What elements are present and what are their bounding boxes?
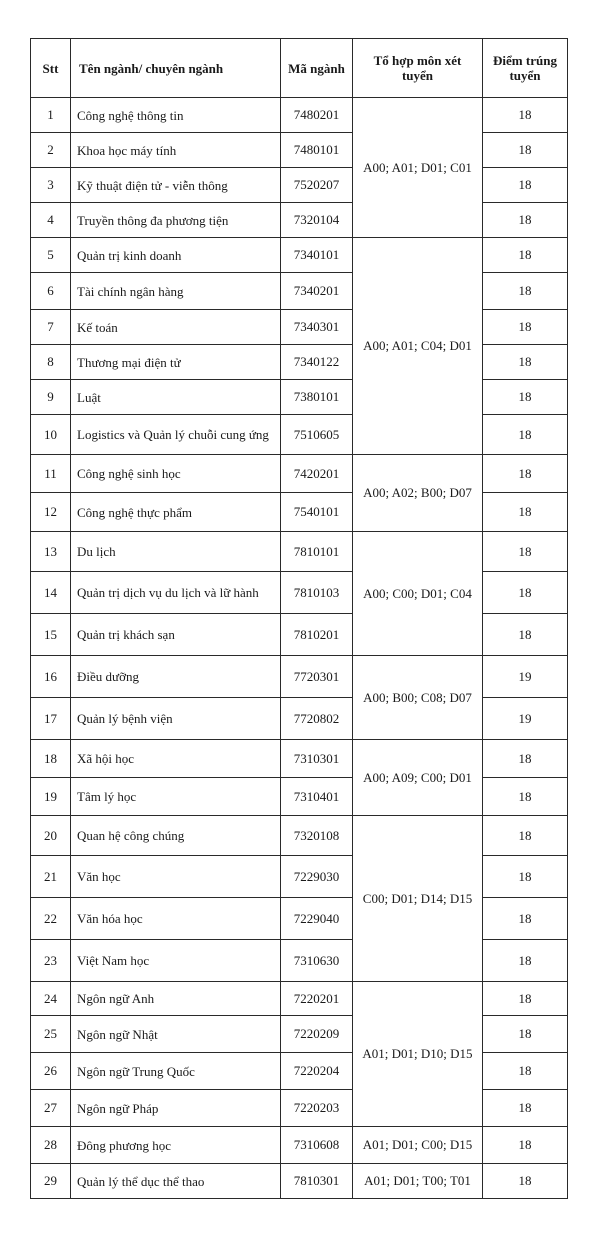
row-major-code: 7720802 (281, 698, 353, 740)
row-score: 18 (483, 572, 568, 614)
row-score: 18 (483, 816, 568, 856)
row-major-name: Khoa học máy tính (71, 133, 281, 168)
row-subject-combo: A01; D01; C00; D15 (353, 1127, 483, 1164)
table-row (31, 1016, 568, 1053)
row-stt: 6 (31, 273, 71, 310)
row-stt: 16 (31, 656, 71, 698)
row-score: 18 (483, 1090, 568, 1127)
header-score: Điểm trúng tuyển (483, 39, 568, 98)
table-row (31, 816, 568, 856)
row-major-name: Kế toán (71, 310, 281, 345)
row-score: 18 (483, 345, 568, 380)
row-stt: 14 (31, 572, 71, 614)
row-stt: 27 (31, 1090, 71, 1127)
row-subject-combo: A00; A09; C00; D01 (353, 740, 483, 816)
row-score: 18 (483, 133, 568, 168)
row-stt: 8 (31, 345, 71, 380)
row-stt: 17 (31, 698, 71, 740)
row-major-name: Xã hội học (71, 740, 281, 778)
row-major-code: 7480201 (281, 98, 353, 133)
table-row (31, 238, 568, 273)
row-subject-combo: A01; D01; T00; T01 (353, 1164, 483, 1199)
row-major-name: Việt Nam học (71, 940, 281, 982)
row-major-name: Ngôn ngữ Anh (71, 982, 281, 1016)
row-score: 19 (483, 656, 568, 698)
row-major-name: Công nghệ sinh học (71, 455, 281, 493)
row-stt: 3 (31, 168, 71, 203)
row-major-code: 7310401 (281, 778, 353, 816)
row-major-code: 7540101 (281, 493, 353, 532)
row-score: 19 (483, 698, 568, 740)
row-major-name: Công nghệ thông tin (71, 98, 281, 133)
table-row (31, 1053, 568, 1090)
row-stt: 19 (31, 778, 71, 816)
row-major-code: 7340301 (281, 310, 353, 345)
table-row (31, 940, 568, 982)
row-major-code: 7520207 (281, 168, 353, 203)
row-major-name: Thương mại điện tử (71, 345, 281, 380)
row-stt: 28 (31, 1127, 71, 1164)
row-stt: 5 (31, 238, 71, 273)
row-stt: 22 (31, 898, 71, 940)
row-major-code: 7229030 (281, 856, 353, 898)
row-major-name: Văn học (71, 856, 281, 898)
table-row (31, 168, 568, 203)
row-score: 18 (483, 856, 568, 898)
table-row (31, 656, 568, 698)
row-major-name: Logistics và Quản lý chuỗi cung ứng (71, 415, 281, 455)
row-score: 18 (483, 98, 568, 133)
row-stt: 13 (31, 532, 71, 572)
row-major-code: 7510605 (281, 415, 353, 455)
row-major-name: Quản trị khách sạn (71, 614, 281, 656)
row-score: 18 (483, 203, 568, 238)
table-row (31, 98, 568, 133)
table-row (31, 273, 568, 310)
table-row (31, 380, 568, 415)
row-stt: 7 (31, 310, 71, 345)
row-major-name: Ngôn ngữ Trung Quốc (71, 1053, 281, 1090)
row-major-code: 7220204 (281, 1053, 353, 1090)
row-score: 18 (483, 455, 568, 493)
row-major-code: 7220201 (281, 982, 353, 1016)
table-row (31, 572, 568, 614)
row-stt: 9 (31, 380, 71, 415)
row-major-name: Kỹ thuật điện tử - viễn thông (71, 168, 281, 203)
row-major-name: Quan hệ công chúng (71, 816, 281, 856)
table-row (31, 203, 568, 238)
row-major-code: 7420201 (281, 455, 353, 493)
row-subject-combo: A00; C00; D01; C04 (353, 532, 483, 656)
table-row (31, 1164, 568, 1199)
row-major-code: 7220209 (281, 1016, 353, 1053)
table-row (31, 982, 568, 1016)
row-major-name: Tài chính ngân hàng (71, 273, 281, 310)
row-major-code: 7480101 (281, 133, 353, 168)
table-row (31, 133, 568, 168)
row-major-code: 7310630 (281, 940, 353, 982)
row-score: 18 (483, 415, 568, 455)
header-stt: Stt (31, 39, 71, 98)
row-stt: 15 (31, 614, 71, 656)
row-score: 18 (483, 614, 568, 656)
table-row (31, 614, 568, 656)
header-code: Mã ngành (281, 39, 353, 98)
table-row (31, 778, 568, 816)
table-row (31, 532, 568, 572)
table-row (31, 1090, 568, 1127)
row-major-code: 7229040 (281, 898, 353, 940)
row-major-name: Quản lý bệnh viện (71, 698, 281, 740)
row-major-name: Điều dưỡng (71, 656, 281, 698)
row-major-name: Truyền thông đa phương tiện (71, 203, 281, 238)
row-major-code: 7320108 (281, 816, 353, 856)
table-row (31, 856, 568, 898)
row-major-name: Luật (71, 380, 281, 415)
row-major-code: 7720301 (281, 656, 353, 698)
table-row (31, 310, 568, 345)
row-stt: 2 (31, 133, 71, 168)
row-subject-combo: A00; B00; C08; D07 (353, 656, 483, 740)
table-row (31, 415, 568, 455)
row-stt: 23 (31, 940, 71, 982)
row-major-code: 7320104 (281, 203, 353, 238)
row-score: 18 (483, 168, 568, 203)
row-score: 18 (483, 1016, 568, 1053)
row-stt: 20 (31, 816, 71, 856)
row-major-name: Đông phương học (71, 1127, 281, 1164)
row-score: 18 (483, 238, 568, 273)
row-major-name: Văn hóa học (71, 898, 281, 940)
row-major-code: 7340101 (281, 238, 353, 273)
row-score: 18 (483, 310, 568, 345)
row-score: 18 (483, 740, 568, 778)
header-combo: Tổ hợp môn xét tuyển (353, 39, 483, 98)
row-score: 18 (483, 1053, 568, 1090)
row-subject-combo: C00; D01; D14; D15 (353, 816, 483, 982)
admission-scores-table (30, 38, 568, 1199)
row-subject-combo: A00; A02; B00; D07 (353, 455, 483, 532)
row-stt: 10 (31, 415, 71, 455)
row-major-code: 7310301 (281, 740, 353, 778)
row-score: 18 (483, 1127, 568, 1164)
row-major-code: 7810103 (281, 572, 353, 614)
table-row (31, 493, 568, 532)
row-stt: 11 (31, 455, 71, 493)
row-stt: 12 (31, 493, 71, 532)
row-stt: 24 (31, 982, 71, 1016)
header-row (31, 39, 568, 98)
row-major-name: Quản trị dịch vụ du lịch và lữ hành (71, 572, 281, 614)
row-stt: 29 (31, 1164, 71, 1199)
row-major-name: Tâm lý học (71, 778, 281, 816)
row-score: 18 (483, 898, 568, 940)
table-row (31, 1127, 568, 1164)
row-major-name: Du lịch (71, 532, 281, 572)
row-major-code: 7810301 (281, 1164, 353, 1199)
table-body (31, 98, 568, 1199)
row-subject-combo: A01; D01; D10; D15 (353, 982, 483, 1127)
row-score: 18 (483, 982, 568, 1016)
row-subject-combo: A00; A01; C04; D01 (353, 238, 483, 455)
row-major-code: 7340201 (281, 273, 353, 310)
row-stt: 25 (31, 1016, 71, 1053)
row-major-name: Quản lý thể dục thể thao (71, 1164, 281, 1199)
header-name: Tên ngành/ chuyên ngành (71, 39, 281, 98)
row-subject-combo: A00; A01; D01; C01 (353, 98, 483, 238)
table-row (31, 345, 568, 380)
row-major-name: Quản trị kinh doanh (71, 238, 281, 273)
row-major-name: Ngôn ngữ Nhật (71, 1016, 281, 1053)
row-stt: 4 (31, 203, 71, 238)
row-stt: 1 (31, 98, 71, 133)
row-score: 18 (483, 493, 568, 532)
row-score: 18 (483, 778, 568, 816)
row-stt: 18 (31, 740, 71, 778)
row-major-code: 7340122 (281, 345, 353, 380)
table-row (31, 698, 568, 740)
row-score: 18 (483, 940, 568, 982)
row-major-code: 7810101 (281, 532, 353, 572)
row-score: 18 (483, 532, 568, 572)
row-major-name: Công nghệ thực phẩm (71, 493, 281, 532)
row-score: 18 (483, 273, 568, 310)
table-row (31, 455, 568, 493)
row-major-code: 7310608 (281, 1127, 353, 1164)
row-score: 18 (483, 1164, 568, 1199)
row-stt: 21 (31, 856, 71, 898)
row-stt: 26 (31, 1053, 71, 1090)
table-row (31, 740, 568, 778)
row-major-name: Ngôn ngữ Pháp (71, 1090, 281, 1127)
row-major-code: 7220203 (281, 1090, 353, 1127)
row-major-code: 7380101 (281, 380, 353, 415)
row-major-code: 7810201 (281, 614, 353, 656)
row-score: 18 (483, 380, 568, 415)
table-row (31, 898, 568, 940)
